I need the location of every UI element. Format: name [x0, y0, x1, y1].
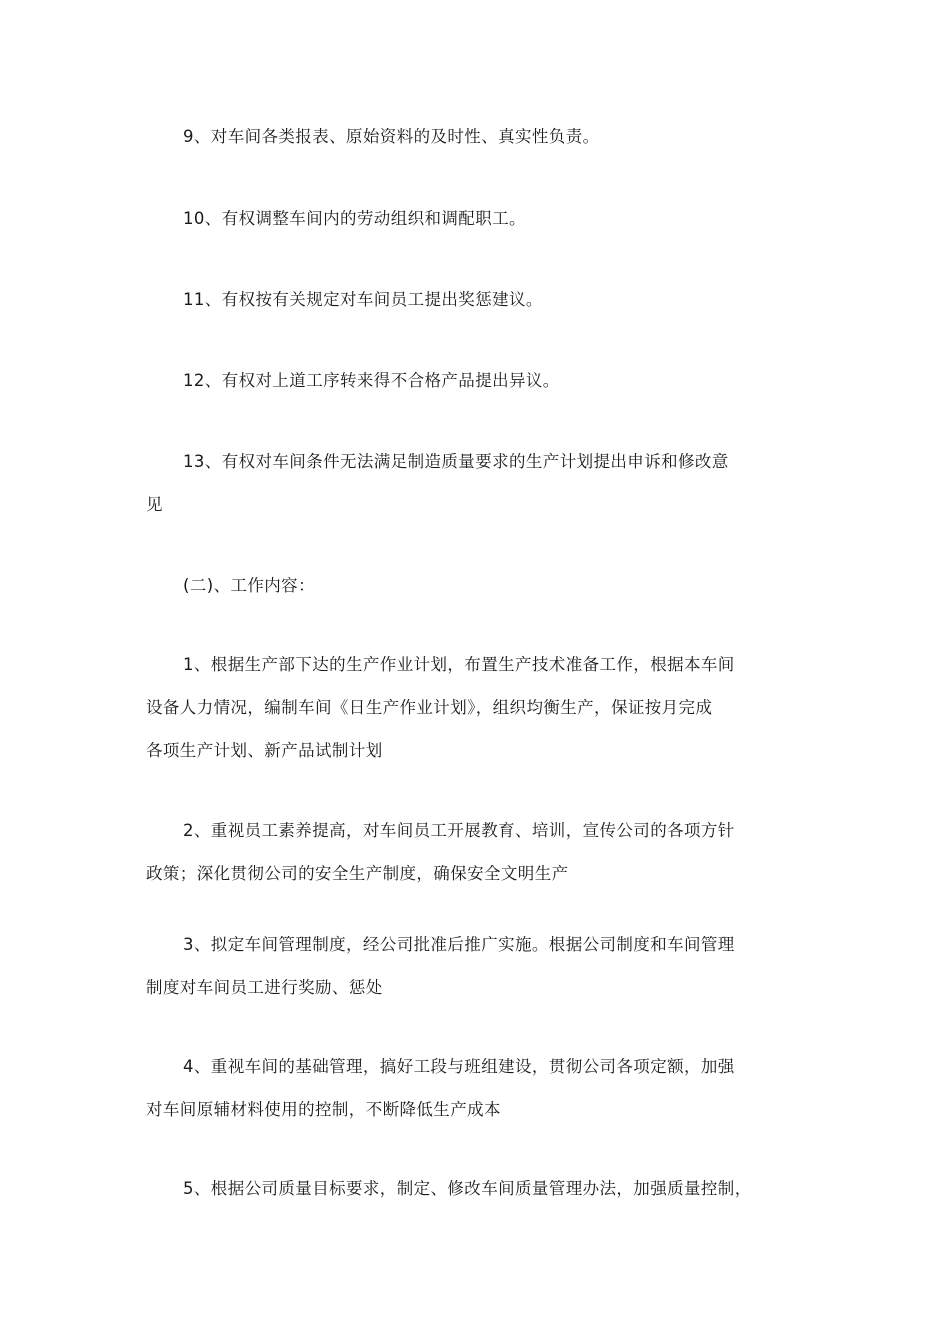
- paragraph-line: 13、有权对车间条件无法满足制造质量要求的生产计划提出申诉和修改意: [183, 452, 729, 471]
- paragraph-line: 设备人力情况，编制车间《日生产作业计划》，组织均衡生产，保证按月完成: [146, 698, 713, 717]
- paragraph-line: 9、对车间各类报表、原始资料的及时性、真实性负责。: [183, 127, 600, 146]
- paragraph-content-3: [146, 923, 816, 1009]
- paragraph-line: 10、有权调整车间内的劳动组织和调配职工。: [183, 209, 526, 228]
- paragraph-item-11: [146, 278, 816, 321]
- paragraph-line: 政策；深化贯彻公司的安全生产制度，确保安全文明生产: [146, 864, 569, 883]
- paragraph-line: 制度对车间员工进行奖励、惩处: [146, 978, 383, 997]
- paragraph-line: (二)、工作内容：: [183, 576, 315, 595]
- section-heading-work-content: [146, 564, 816, 607]
- paragraph-content-5: [146, 1167, 816, 1210]
- paragraph-item-10: [146, 197, 816, 240]
- paragraph-line: 见: [146, 495, 163, 514]
- paragraph-line: 11、有权按有关规定对车间员工提出奖惩建议。: [183, 290, 543, 309]
- paragraph-line: 对车间原辅材料使用的控制，不断降低生产成本: [146, 1100, 501, 1119]
- paragraph-content-1: [146, 643, 816, 772]
- paragraph-item-9: [146, 115, 816, 158]
- paragraph-line: 12、有权对上道工序转来得不合格产品提出异议。: [183, 371, 560, 390]
- paragraph-line: 1、根据生产部下达的生产作业计划，布置生产技术准备工作，根据本车间: [183, 655, 735, 674]
- paragraph-content-2: [146, 809, 816, 895]
- paragraph-line: 5、根据公司质量目标要求，制定、修改车间质量管理办法，加强质量控制，: [183, 1179, 752, 1198]
- paragraph-line: 3、拟定车间管理制度，经公司批准后推广实施。根据公司制度和车间管理: [183, 935, 735, 954]
- paragraph-item-12: [146, 359, 816, 402]
- paragraph-line: 各项生产计划、新产品试制计划: [146, 741, 383, 760]
- paragraph-line: 2、重视员工素养提高，对车间员工开展教育、培训，宣传公司的各项方针: [183, 821, 735, 840]
- paragraph-content-4: [146, 1045, 816, 1131]
- paragraph-line: 4、重视车间的基础管理，搞好工段与班组建设，贯彻公司各项定额，加强: [183, 1057, 735, 1076]
- paragraph-item-13: [146, 440, 816, 526]
